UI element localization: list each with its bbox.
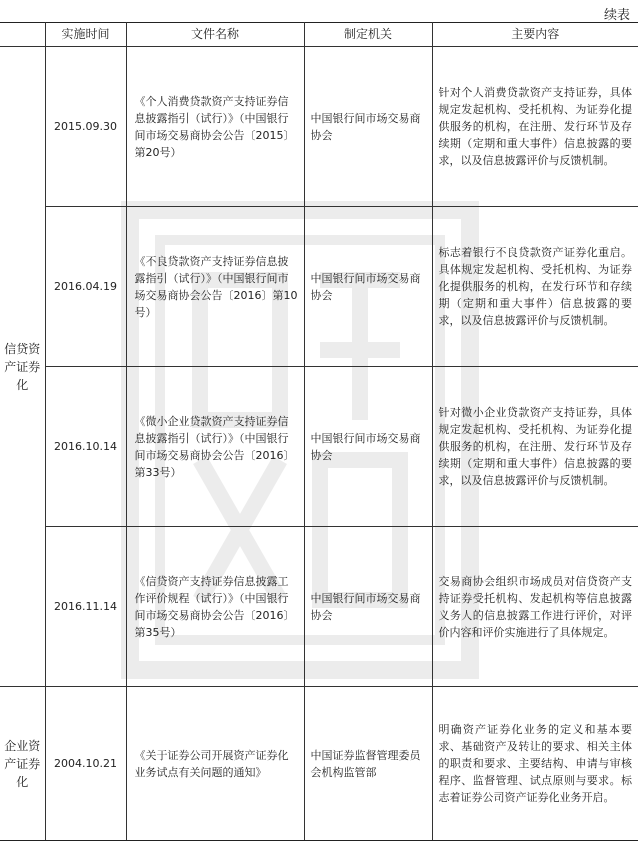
header-issuing-authority: 制定机关 (304, 23, 432, 47)
document-name-cell: 《关于证券公司开展资产证券化业务试点有关问题的通知》 (126, 687, 304, 841)
document-name-cell: 《个人消费贷款资产支持证券信息披露指引（试行）》（中国银行间市场交易商协会公告〔2015〕第20号） (126, 47, 304, 207)
header-document-name: 文件名称 (126, 23, 304, 47)
table-row (0, 367, 638, 527)
table-header-row (0, 23, 638, 47)
document-name-cell: 《微小企业贷款资产支持证券信息披露指引（试行）》（中国银行间市场交易商协会公告〔2016〕第33号） (126, 367, 304, 527)
authority-cell: 中国银行间市场交易商协会 (304, 207, 432, 367)
content-cell: 标志着银行不良贷款资产证券化重启。具体规定发起机构、受托机构、为证券化提供服务的机构，在发行环节和存续期（定期和重大事件）信息披露的要求，以及信息披露评价与反馈机制。 (432, 207, 638, 367)
table-row (0, 207, 638, 367)
document-name-cell: 《不良贷款资产支持证券信息披露指引（试行）》（中国银行间市场交易商协会公告〔2016〕第10号） (126, 207, 304, 367)
category-cell: 信贷资产证券化 (0, 47, 45, 687)
document-name-cell: 《信贷资产支持证券信息披露工作评价规程（试行）》（中国银行间市场交易商协会公告〔2016〕第35号） (126, 527, 304, 687)
date-cell: 2016.04.19 (45, 207, 126, 367)
continued-label: 续表 (603, 8, 630, 23)
header-category (0, 23, 45, 47)
table-row (0, 527, 638, 687)
category-cell: 企业资产证券化 (0, 687, 45, 841)
date-cell: 2004.10.21 (45, 687, 126, 841)
header-date: 实施时间 (45, 23, 126, 47)
authority-cell: 中国银行间市场交易商协会 (304, 527, 432, 687)
date-cell: 2016.10.14 (45, 367, 126, 527)
table-row (0, 47, 638, 207)
content-cell: 交易商协会组织市场成员对信贷资产支持证券受托机构、发起机构等信息披露义务人的信息披露工作进行评价，对评价内容和评价实施进行了具体规定。 (432, 527, 638, 687)
authority-cell: 中国银行间市场交易商协会 (304, 47, 432, 207)
date-cell: 2015.09.30 (45, 47, 126, 207)
regulation-table (0, 22, 638, 841)
date-cell: 2016.11.14 (45, 527, 126, 687)
authority-cell: 中国银行间市场交易商协会 (304, 367, 432, 527)
content-cell: 明确资产证券化业务的定义和基本要求、基础资产及转让的要求、相关主体的职责和要求、主要结构、申请与审核程序、监督管理、试点原则与要求。标志着证券公司资产证券化业务开启。 (432, 687, 638, 841)
content-cell: 针对个人消费贷款资产支持证券，具体规定发起机构、受托机构、为证券化提供服务的机构，在注册、发行环节及存续期（定期和重大事件）信息披露的要求，以及信息披露评价与反馈机制。 (432, 47, 638, 207)
authority-cell: 中国证券监督管理委员会机构监管部 (304, 687, 432, 841)
header-main-content: 主要内容 (432, 23, 638, 47)
table-row (0, 687, 638, 841)
content-cell: 针对微小企业贷款资产支持证券，具体规定发起机构、受托机构、为证券化提供服务的机构，在注册、发行环节及存续期（定期和重大事件）信息披露的要求，以及信息披露评价与反馈机制。 (432, 367, 638, 527)
